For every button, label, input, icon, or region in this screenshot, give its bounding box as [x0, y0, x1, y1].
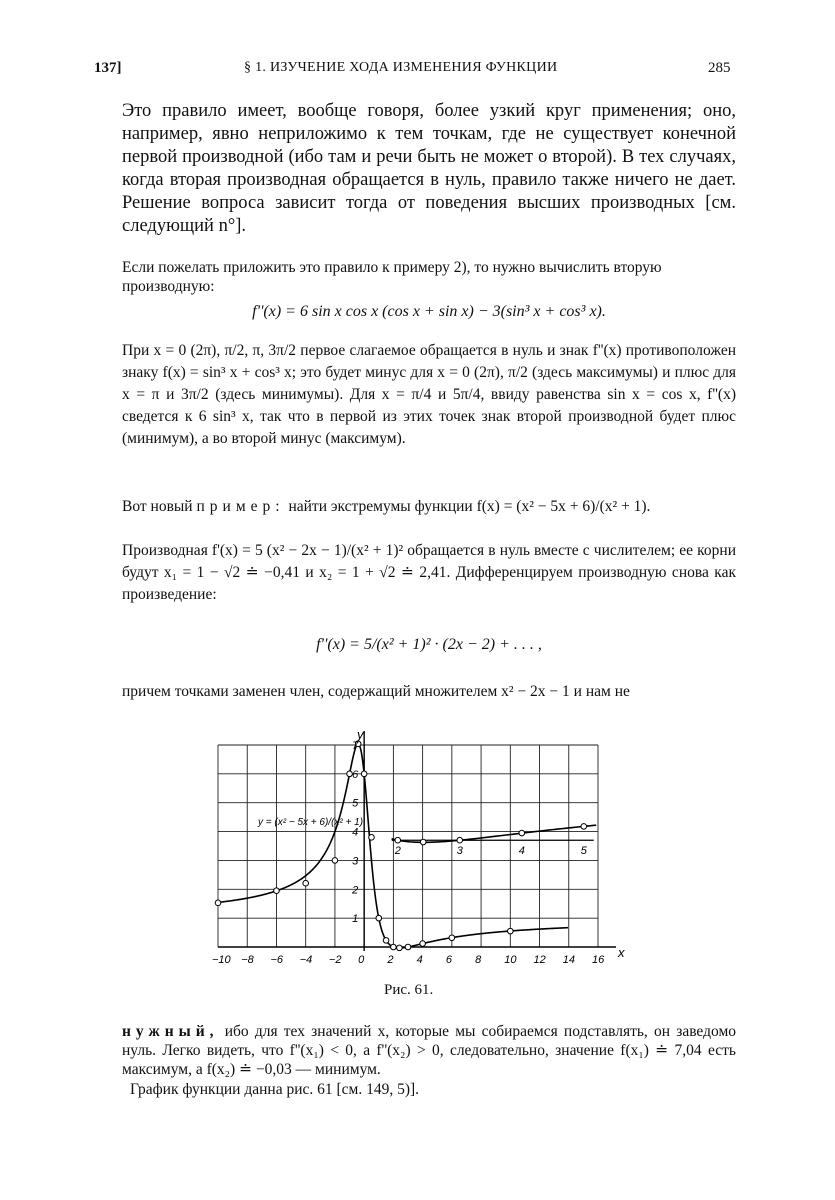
series-point-main — [391, 944, 397, 950]
zoom-tick-label: 5 — [580, 845, 587, 858]
y-tick-label: 1 — [352, 913, 359, 926]
y-tick-label: 6 — [352, 768, 359, 781]
y-tick-label: 7 — [352, 740, 359, 752]
series-point-main — [405, 944, 411, 950]
formula-label: y = (x² − 5x + 6)/(x² + 1) — [258, 817, 364, 828]
grid — [218, 745, 598, 947]
page-number-right: 285 — [708, 60, 731, 76]
equation-1: f''(x) = 6 sin x cos x (cos x + sin x) − 3(sin³ x + cos³ x). — [252, 303, 606, 320]
para7-rest: ибо для тех значений x, которые мы собираемся подставлять, он заведомо нуль. Легко видеть, что f''(x₁) < 0, а f''(x₂) > 0, следовательно, значение f(x₁) ≐ 7,04 есть максимум, а f(x₂) ≐ −0,03 — минимум. — [122, 1023, 737, 1078]
x-tick-label: −4 — [299, 954, 313, 966]
series-point-zoom — [420, 839, 426, 845]
x-axis-label: x — [618, 945, 625, 960]
series-point-zoom — [581, 824, 587, 830]
series-point-main — [303, 880, 309, 886]
x-tick-label: 14 — [562, 954, 576, 966]
series-point-main — [383, 938, 389, 944]
para4-rest: найти экстремумы функции f(x) = (x² − 5x + 6)/(x² + 1). — [288, 498, 651, 515]
running-title: § 1. ИЗУЧЕНИЕ ХОДА ИЗМЕНЕНИЯ ФУНКЦИИ — [244, 60, 558, 75]
para4-lead: Вот новый — [122, 498, 193, 515]
y-tick-label: 5 — [352, 797, 359, 810]
equation-2: f''(x) = 5/(x² + 1)² · (2x − 2) + . . . , — [316, 636, 542, 653]
paragraph-6: причем точками заменен член, содержащий множителем x² − 2x − 1 и нам не — [122, 683, 630, 700]
page-number-left: 137] — [94, 60, 122, 76]
x-tick-label: 4 — [416, 954, 423, 966]
zoom-tick-label: 3 — [456, 845, 463, 858]
x-tick-label: 8 — [475, 954, 482, 966]
x-tick-label: −10 — [212, 954, 231, 966]
x-tick-label: −2 — [328, 954, 342, 966]
series-point-main — [332, 858, 338, 864]
series-point-main — [369, 835, 375, 841]
x-tick-label: 16 — [592, 954, 605, 966]
series-point-main — [376, 915, 382, 921]
para4-spaced: пример: — [196, 498, 285, 515]
paragraph-8: График функции данна рис. 61 [см. 149, 5)]. — [130, 1081, 420, 1098]
series-point-main — [420, 941, 426, 947]
paragraph-2: Если пожелать приложить это правило к примеру 2), то нужно вычислить вторую производную: — [122, 259, 662, 295]
para7-spaced: нужный, — [122, 1023, 219, 1040]
y-tick-label: 3 — [352, 855, 359, 868]
y-tick-label: 4 — [352, 826, 359, 839]
figure-61 — [210, 725, 650, 975]
series-point-zoom — [395, 837, 401, 843]
x-tick-label: 0 — [358, 954, 365, 966]
x-tick-label: 6 — [445, 954, 452, 966]
series-point-main — [397, 945, 403, 951]
series-point-main — [274, 888, 280, 894]
series-point-main — [508, 928, 514, 934]
series-point-main — [215, 900, 221, 906]
paragraph-1: Это правило имеет, вообще говоря, более узкий круг применения; оно, например, явно неприложимо к тем точкам, где не существует конечной первой производной (ибо там и речи быть не может о второй). В тех случаях, когда вторая производная обращается в нуль, правило также ничего не дает. Решение вопроса зависит тогда от поведения высших производных [см. следующий n°]. — [122, 101, 736, 236]
x-tick-label: 12 — [533, 954, 546, 966]
x-tick-label: −6 — [270, 954, 284, 966]
x-tick-label: 2 — [387, 954, 394, 966]
series-point-main — [449, 935, 455, 941]
paragraph-4 — [122, 497, 736, 516]
series-point-zoom — [519, 830, 525, 836]
zoom-tick-label: 4 — [518, 845, 525, 858]
series-point-main — [361, 771, 367, 777]
paragraph-7 — [122, 1022, 736, 1079]
x-tick-label: 10 — [504, 954, 517, 966]
y-axis-label: y — [357, 727, 364, 742]
series-point-zoom — [457, 837, 463, 843]
figure-caption: Рис. 61. — [384, 982, 434, 998]
zoom-tick-label: 2 — [394, 845, 401, 858]
paragraph-5: Производная f'(x) = 5 (x² − 2x − 1)/(x² + 1)² обращается в нуль вместе с числителем; ее корни будут x₁ = 1 − √2 ≐ −0,41 и x₂ = 1 + √2 ≐ 2,41. Дифференцируем производную снова как произведение: — [122, 542, 736, 603]
x-tick-label: −8 — [241, 954, 254, 966]
y-tick-label: 2 — [352, 884, 359, 897]
paragraph-3: При x = 0 (2π), π/2, π, 3π/2 первое слагаемое обращается в нуль и знак f''(x) противоположен знаку f(x) = sin³ x + cos³ x; это будет минус для x = 0 (2π), π/2 (здесь максимумы) и плюс для x = π и 3π/2 (здесь минимумы). Для x = π/4 и 5π/4, ввиду равенства sin x = cos x, f''(x) сведется к 6 sin³ x, так что в первой из этих точек знак второй производной будет плюс (минимум), а во второй минус (максимум). — [122, 342, 736, 447]
